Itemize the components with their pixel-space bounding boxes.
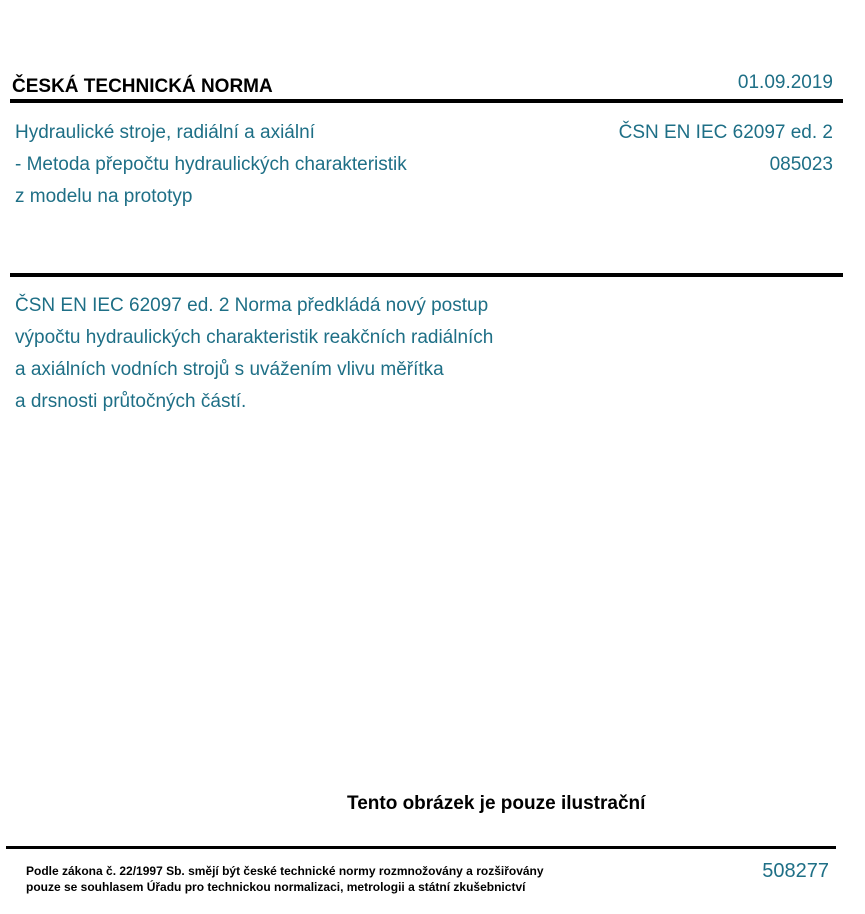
footer-divider: [6, 846, 836, 849]
summary-line-2: výpočtu hydraulických charakteristik reakčních radiálních: [15, 327, 494, 348]
legal-line-1: Podle zákona č. 22/1997 Sb. smějí být české technické normy rozmnožovány a rozšiřovány: [26, 864, 544, 878]
illustration-notice: Tento obrázek je pouze ilustrační: [347, 793, 646, 814]
title-divider: [10, 273, 843, 277]
summary-line-3: a axiálních vodních strojů s uvážením vlivu měřítka: [15, 359, 444, 380]
legal-notice: [26, 863, 544, 895]
standard-title-line-2: - Metoda přepočtu hydraulických charakteristik: [15, 154, 407, 175]
standard-identifiers: [619, 117, 833, 181]
document-number: 508277: [762, 860, 829, 882]
summary-line-4: a drsnosti průtočných částí.: [15, 391, 247, 412]
legal-line-2: pouze se souhlasem Úřadu pro technickou normalizaci, metrologii a státní zkušebnictví: [26, 880, 526, 894]
standard-title: [15, 117, 407, 213]
classification-code: 085023: [769, 154, 833, 175]
header-divider: [10, 99, 843, 103]
standard-title-line-1: Hydraulické stroje, radiální a axiální: [15, 122, 315, 143]
standard-title-line-3: z modelu na prototyp: [15, 186, 193, 207]
standard-summary: [15, 290, 493, 418]
publication-date: 01.09.2019: [737, 72, 833, 93]
document-type-title: ČESKÁ TECHNICKÁ NORMA: [12, 76, 273, 97]
standard-designation: ČSN EN IEC 62097 ed. 2: [618, 122, 833, 143]
summary-line-1: ČSN EN IEC 62097 ed. 2 Norma předkládá nový postup: [15, 295, 489, 316]
